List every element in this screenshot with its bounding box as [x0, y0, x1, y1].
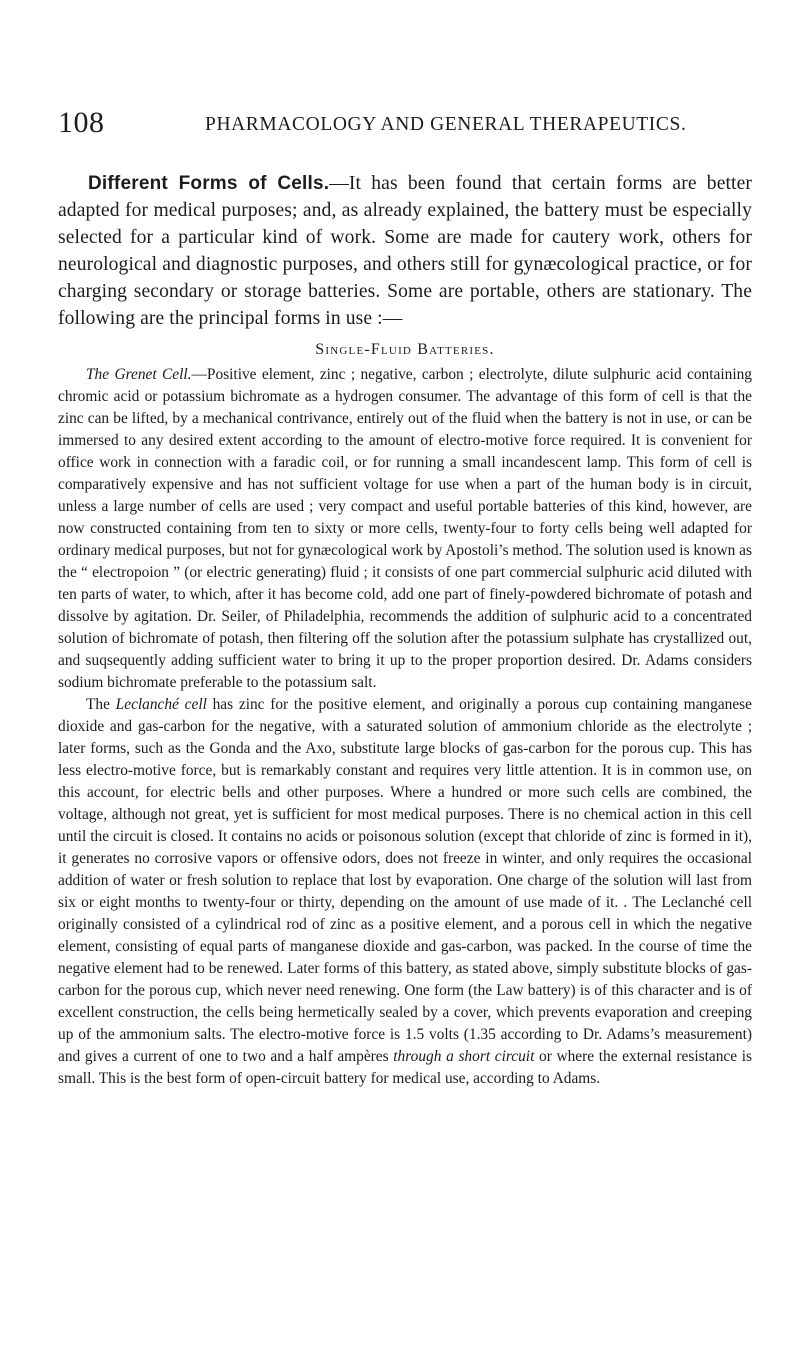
- running-head: PHARMACOLOGY AND GENERAL THERAPEUTICS.: [205, 114, 687, 135]
- leclanche-cell-name: Leclanché cell: [115, 696, 207, 713]
- grenet-cell-name: The Grenet Cell.: [86, 366, 192, 383]
- subheading: Single-Fluid Batteries.: [315, 341, 495, 358]
- leclanche-text: has zinc for the positive element, and originally a porous cup containing manganese dioxide and gas-carbon for the negative, with a saturated solution of ammonium chloride as the electrolyte ; later forms, such as the Gonda and the Axo, substitute large blocks of gas-carbon for the porous cup. This has less electro-motive force, but is remarkably constant and requires very little attention. It is in common use, on this account, for electric bells and other purposes. Where a hundred or more such cells are combined, the voltage, although not great, yet is sufficient for most medical purposes. There is no chemical action in this cell until the circuit is closed. It contains no acids or poisonous solution (except that chloride of zinc is formed in it), it generates no corrosive vapors or offensive odors, does not freeze in winter, and only requires the occasional addition of water or fresh solution to replace that lost by evaporation. One charge of the solution will last from six or eight months to twenty-four or thirty, depending on the amount of use made of it. . The Leclanché cell originally consisted of a cylindrical rod of zinc as a positive element, and a porous cell in which the negative element, consisting of equal parts of manganese dioxide and gas-carbon, was packed. In the course of time the negative element had to be renewed. Later forms of this battery, as stated above, simply substitute blocks of gas-carbon for the porous cup, which never need renewing. One form (the Law battery) is of this character and is of excellent construction, the cells being hermetically sealed by a cover, which prevents evaporation and creeping up of the ammonium salts. The electro-motive force is 1.5 volts (1.35 according to Dr. Adams’s measurement) and gives a current of one to two and a half ampères: [58, 696, 753, 1065]
- section-heading: Different Forms of Cells.: [88, 173, 330, 194]
- page-body: [58, 170, 752, 1090]
- intro-text: —It has been found that certain forms are better adapted for medical purposes; and, as already explained, the battery must be especially selected for a particular kind of work. Some are made for cautery work, others for neurological and diagnostic purposes, and others still for gynæcological practice, or for charging secondary or storage batteries. Some are portable, others are stationary. The following are the principal forms in use :—: [58, 173, 752, 329]
- grenet-paragraph: [58, 364, 752, 694]
- intro-paragraph: [58, 170, 752, 332]
- leclanche-italic-phrase: through a short circuit: [393, 1048, 535, 1065]
- grenet-text: —Positive element, zinc ; negative, carbon ; electrolyte, dilute sulphuric acid containing chromic acid or potassium bichromate as a hydrogen consumer. The advantage of this form of cell is that the zinc can be lifted, by a mechanical contrivance, entirely out of the fluid when the battery is not in use, or can be immersed to any desired extent according to the amount of electro-motive force required. It is convenient for office work in connection with a faradic coil, or for running a small incandescent lamp. This form of cell is comparatively expensive and has not sufficient voltage for use when a part of the human body is in circuit, unless a large number of cells are used ; very compact and useful portable batteries of this kind, however, are now constructed containing from ten to sixty or more cells, twenty-four to forty cells being well adapted for ordinary medical purposes, but not for gynæcological work by Apostoli’s method. The solution used is known as the “ electropoion ” (or electric generating) fluid ; it consists of one part commercial sulphuric acid diluted with ten parts of water, to which, after it has become cold, add one part of finely-powdered bichromate of potash and dissolve by agitation. Dr. Seiler, of Philadelphia, recommends the addition of sulphuric acid to a concentrated solution of bichromate of potash, then filtering off the solution after the potassium sulphate has crystallized out, and suqsequently adding sufficient water to bring it up to the proper proportion desired. Dr. Adams considers sodium bichromate preferable to the potassium salt.: [58, 366, 752, 691]
- leclanche-paragraph: [58, 694, 752, 1090]
- page-number: 108: [58, 106, 105, 139]
- leclanche-lead: The: [86, 696, 116, 713]
- leclanche-text-end: or where the external resistance is small. This is the best form of open-circuit battery for medical use, according to Adams.: [58, 1048, 752, 1087]
- page-header: [58, 108, 758, 142]
